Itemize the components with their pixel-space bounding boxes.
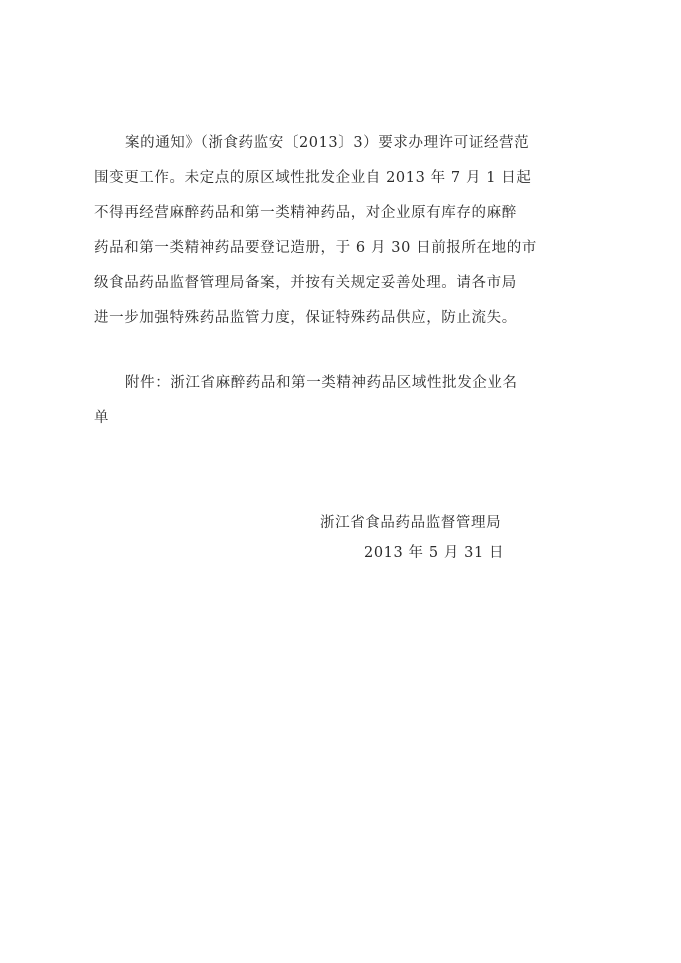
body-line: 不得再经营麻醉药品和第一类精神药品，对企业原有库存的麻醉	[94, 205, 517, 221]
body-line: 围变更工作。未定点的原区域性批发企业自 2013 年 7 月 1 日起	[94, 170, 532, 186]
body-line: 进一步加强特殊药品监管力度，保证特殊药品供应，防止流失。	[94, 310, 517, 326]
attachment-line: 单	[94, 410, 110, 426]
body-line: 级食品药品监督管理局备案，并按有关规定妥善处理。请各市局	[94, 275, 517, 291]
notice-body	[94, 126, 594, 336]
signature-block	[320, 508, 600, 568]
attachment-note	[94, 366, 594, 436]
body-line: 药品和第一类精神药品要登记造册，于 6 月 30 日前报所在地的市	[94, 240, 537, 256]
attachment-line: 附件：浙江省麻醉药品和第一类精神药品区域性批发企业名	[125, 375, 518, 391]
issue-date: 2013 年 5 月 31 日	[364, 545, 505, 561]
issuing-organization: 浙江省食品药品监督管理局	[320, 515, 502, 531]
body-line: 案的通知》（浙食药监安〔2013〕3）要求办理许可证经营范	[125, 135, 530, 151]
